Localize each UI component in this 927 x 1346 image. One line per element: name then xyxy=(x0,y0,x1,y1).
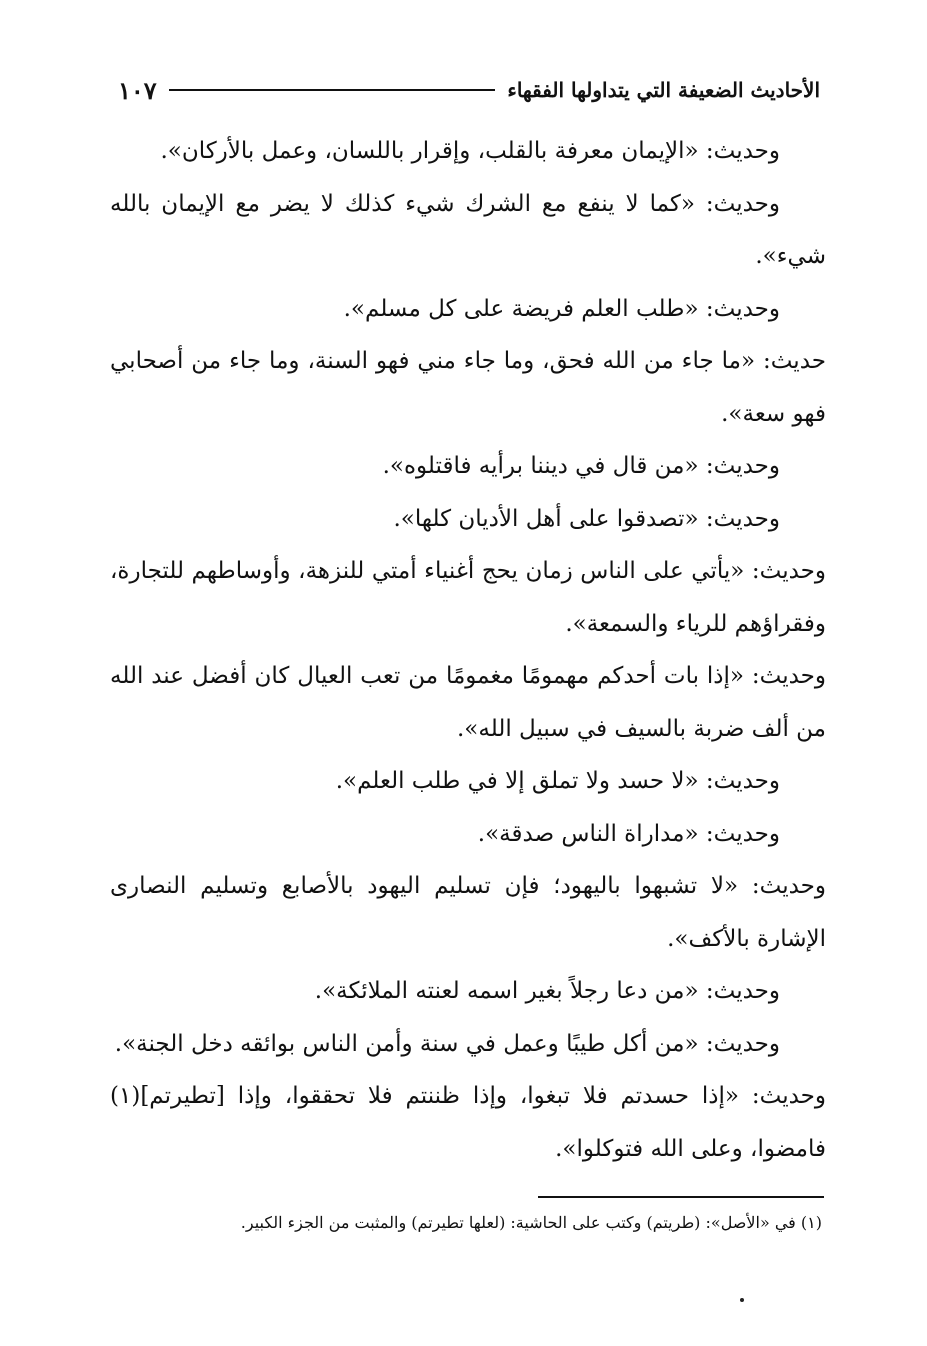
page-header xyxy=(118,70,820,110)
footnote: (١) في «الأصل»: (طريتم) وكتب على الحاشية: (لعلها تطيرتم) والمثبت من الجزء الكبير. xyxy=(240,1213,822,1232)
hadith-paragraph: وحديث: «يأتي على الناس زمان يحج أغنياء أمتي للنزهة، وأوساطهم للتجارة، وفقراؤهم للرياء والسمعة». xyxy=(110,558,826,637)
main-text xyxy=(110,125,826,1175)
hadith-paragraph: وحديث: «لا تشبهوا باليهود؛ فإن تسليم اليهود بالأصابع وتسليم النصارى الإشارة بالأكف». xyxy=(110,873,826,952)
hadith-paragraph: وحديث: «كما لا ينفع مع الشرك شيء كذلك لا يضر مع الإيمان بالله شيء». xyxy=(110,190,826,269)
page-number: ١٠٧ xyxy=(118,75,157,105)
hadith-paragraph: حديث: «ما جاء من الله فحق، وما جاء مني فهو السنة، وما جاء من أصحابي فهو سعة». xyxy=(110,348,826,427)
hadith-paragraph: وحديث: «من أكل طيبًا وعمل في سنة وأمن الناس بوائقه دخل الجنة». xyxy=(114,1030,780,1057)
hadith-paragraph: وحديث: «إذا حسدتم فلا تبغوا، وإذا ظننتم فلا تحققوا، وإذا [تطيرتم](١) فامضوا، وعلى الله فتوكلوا». xyxy=(110,1083,826,1162)
ink-speck xyxy=(740,1298,744,1302)
hadith-paragraph: وحديث: «من دعا رجلاً بغير اسمه لعنته الملائكة». xyxy=(314,978,780,1004)
hadith-paragraph: وحديث: «من قال في ديننا برأيه فاقتلوه». xyxy=(382,453,780,479)
hadith-paragraph: وحديث: «لا حسد ولا تملق إلا في طلب العلم». xyxy=(335,768,780,794)
hadith-paragraph: وحديث: «طلب العلم فريضة على كل مسلم». xyxy=(343,295,780,322)
footnote-separator xyxy=(538,1196,824,1198)
hadith-paragraph: وحديث: «الإيمان معرفة بالقلب، وإقرار باللسان، وعمل بالأركان». xyxy=(160,138,780,164)
hadith-paragraph: وحديث: «مداراة الناس صدقة». xyxy=(477,820,780,847)
hadith-paragraph: وحديث: «تصدقوا على أهل الأديان كلها». xyxy=(393,505,780,532)
hadith-paragraph: وحديث: «إذا بات أحدكم مهمومًا مغمومًا من تعب العيال كان أفضل عند الله من ألف ضربة بالسيف في سبيل الله». xyxy=(110,663,826,742)
running-title: الأحاديث الضعيفة التي يتداولها الفقهاء xyxy=(507,78,820,102)
header-rule xyxy=(169,89,496,91)
